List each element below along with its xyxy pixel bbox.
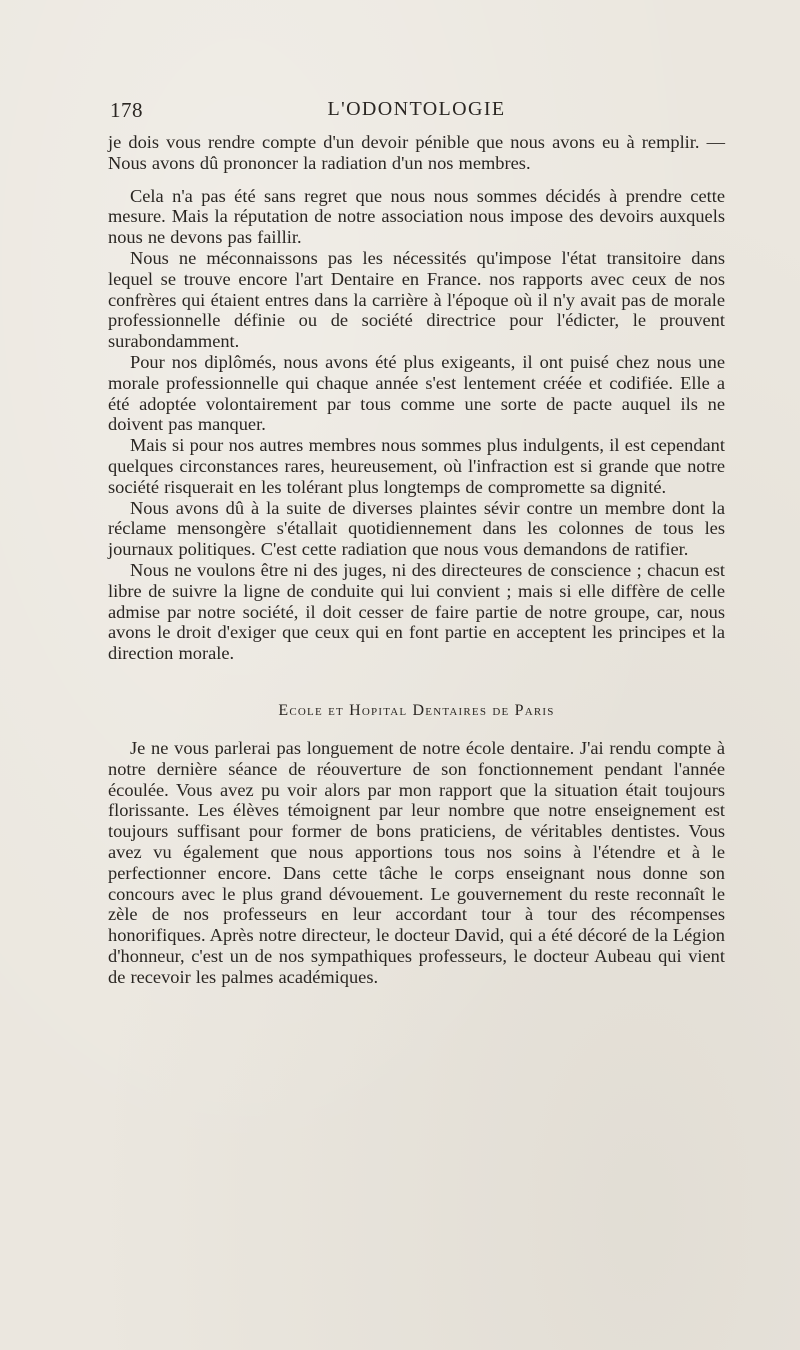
paragraph: Nous avons dû à la suite de diverses plaintes sévir contre un membre dont la réclame mensongère s'étallait quotidiennement dans les colonnes de tous les journaux politiques. C'est cette radiation que nous vous demandons de ratifier.	[108, 497, 725, 560]
body-text	[108, 132, 725, 987]
paragraph: Cela n'a pas été sans regret que nous nous sommes décidés à prendre cette mesure. Mais la réputation de notre association nous impose des devoirs auxquels nous ne devons pas faillir.	[108, 185, 725, 248]
running-title: L'ODONTOLOGIE	[327, 98, 506, 120]
page-number: 178	[110, 98, 143, 122]
paragraph: je dois vous rendre compte d'un devoir pénible que nous avons eu à remplir. — Nous avons dû prononcer la radiation d'un nos membres.	[108, 132, 725, 173]
paragraph: Pour nos diplômés, nous avons été plus exigeants, il ont puisé chez nous une morale professionnelle qui chaque année s'est lentement créée et codifiée. Elle a été adoptée volontairement par tous comme une sorte de pacte auquel ils ne doivent pas manquer.	[108, 351, 725, 435]
paragraph: Mais si pour nos autres membres nous sommes plus indulgents, il est cependant quelques circonstances rares, heureusement, où l'infraction est si grande que notre société risquerait en les tolérant plus longtemps de compromette sa dignité.	[108, 435, 725, 497]
book-page	[108, 98, 725, 987]
paragraph: Nous ne méconnaissons pas les nécessités qu'impose l'état transitoire dans lequel se trouve encore l'art Dentaire en France. nos rapports avec ceux de nos confrères qui étaient entres dans la carrière à l'époque où il n'y avait pas de morale professionnelle définie ou de société directrice pour l'édicter, le prouvent surabondamment.	[108, 247, 725, 352]
running-header	[108, 98, 725, 132]
paragraph: Je ne vous parlerai pas longuement de notre école dentaire. J'ai rendu compte à notre dernière séance de réouverture de son fonctionnement pendant l'année écoulée. Vous avez pu voir alors par mon rapport que la situation était toujours florissante. Les élèves témoignent par leur nombre que notre enseignement est toujours suffisant pour former de bons praticiens, de véritables dentistes. Vous avez vu également que nous apportions tous nos soins à l'étendre et à le perfectionner encore. Dans cette tâche le corps enseignant nous donne son concours avec le plus grand dévouement. Le gouvernement du reste reconnaît le zèle de nos professeurs en leur accordant tour à tour des récompenses honorifiques. Après notre directeur, le docteur David, qui a été décoré de la Légion d'honneur, c'est un de nos sympathiques professeurs, le docteur Aubeau qui vient de recevoir les palmes académiques.	[108, 737, 725, 987]
section-heading: Ecole et Hopital Dentaires de Paris	[278, 701, 555, 719]
paragraph: Nous ne voulons être ni des juges, ni des directeures de conscience ; chacun est libre de suivre la ligne de conduite qui lui convient ; mais si elle diffère de celle admise par notre société, il doit cesser de faire partie de notre groupe, car, nous avons le droit d'exiger que ceux qui en font partie en acceptent les principes et la direction morale.	[108, 559, 725, 664]
